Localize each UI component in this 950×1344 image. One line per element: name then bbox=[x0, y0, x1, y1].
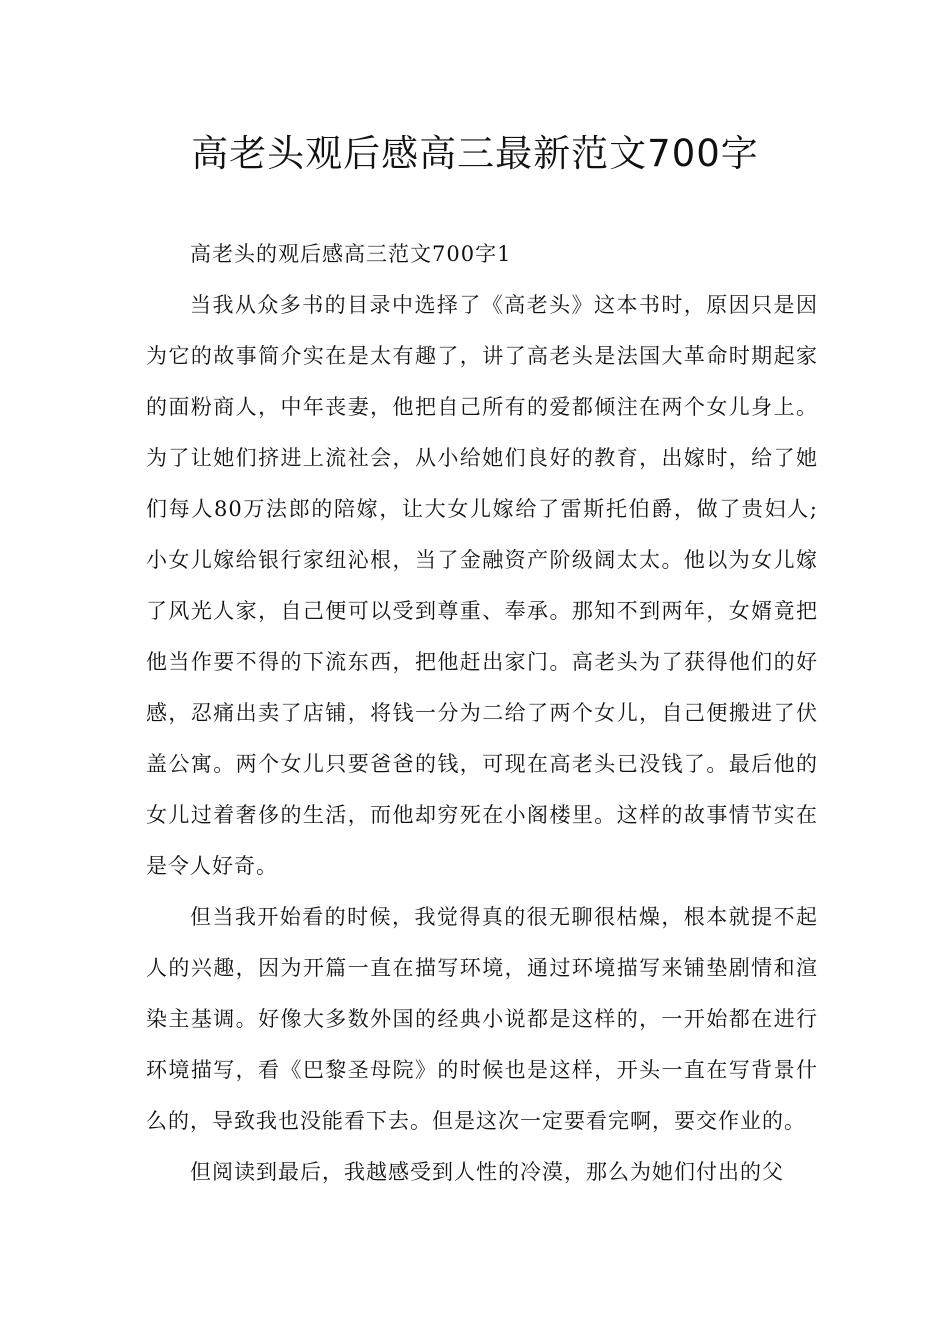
document-title: 高老头观后感高三最新范文700字 bbox=[191, 132, 759, 175]
document-body bbox=[146, 229, 818, 1198]
paragraph: 但当我开始看的时候，我觉得真的很无聊很枯燥，根本就提不起人的兴趣，因为开篇一直在描写环境，通过环境描写来铺垫剧情和渲染主基调。好像大多数外国的经典小说都是这样的，一开始都在进行环境描写，看《巴黎圣母院》的时候也是这样，开头一直在写背景什么的，导致我也没能看下去。但是这次一定要看完啊，要交作业的。 bbox=[146, 905, 818, 1133]
paragraph: 当我从众多书的目录中选择了《高老头》这本书时，原因只是因为它的故事简介实在是太有趣了，讲了高老头是法国大革命时期起家的面粉商人，中年丧妻，他把自己所有的爱都倾注在两个女儿身上。为了让她们挤进上流社会，从小给她们良好的教育，出嫁时，给了她们每人80万法郎的陪嫁，让大女儿嫁给了雷斯托伯爵，做了贵妇人;小女儿嫁给银行家纽沁根，当了金融资产阶级阔太太。他以为女儿嫁了风光人家，自己便可以受到尊重、奉承。那知不到两年，女婿竟把他当作要不得的下流东西，把他赶出家门。高老头为了获得他们的好感，忍痛出卖了店铺，将钱一分为二给了两个女儿，自己便搬进了伏盖公寓。两个女儿只要爸爸的钱，可现在高老头已没钱了。最后他的女儿过着奢侈的生活，而他却穷死在小阁楼里。这样的故事情节实在是令人好奇。 bbox=[146, 293, 818, 878]
section-subtitle: 高老头的观后感高三范文700字1 bbox=[190, 242, 512, 266]
paragraph: 但阅读到最后，我越感受到人性的冷漠，那么为她们付出的父 bbox=[190, 1160, 784, 1184]
